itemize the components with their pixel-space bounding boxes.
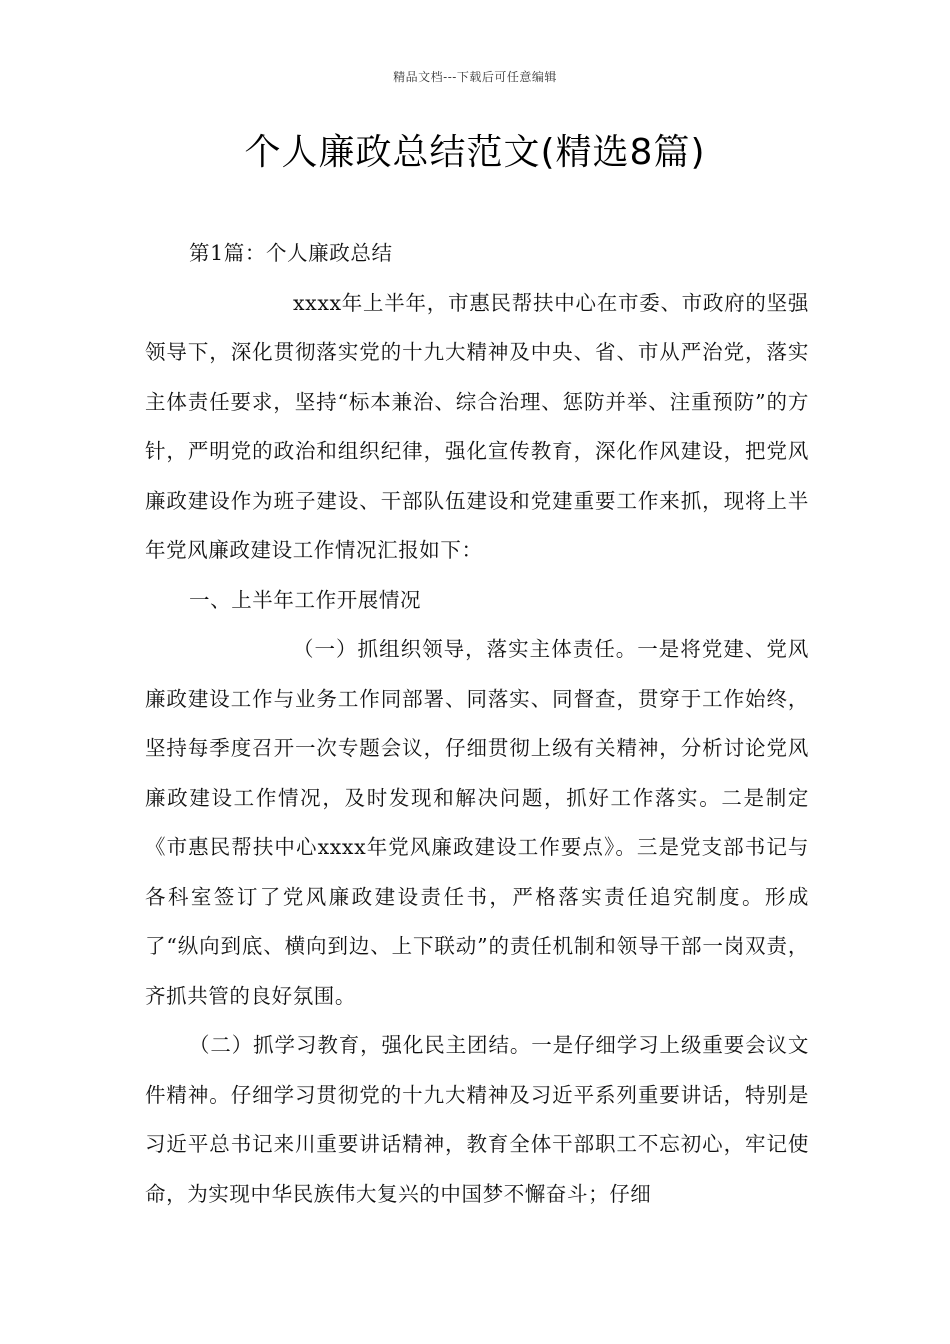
- paragraph-3: （二）抓学习教育，强化民主团结。一是仔细学习上级重要会议文件精神。仔细学习贯彻党的十九大精神及习近平系列重要讲话，特别是习近平总书记来川重要讲话精神，教育全体干部职工不忘初心，牢记使命，为实现中华民族伟大复兴的中国梦不懈奋斗；仔细: [145, 1033, 809, 1206]
- header-note: 精品文档---下载后可任意编辑: [393, 70, 557, 84]
- document-title: 个人廉政总结范文(精选8篇): [244, 132, 706, 173]
- section-heading: 第1篇：个人廉政总结: [189, 241, 393, 265]
- subheading-1: 一、上半年工作开展情况: [189, 587, 422, 612]
- paragraph-1: xxxx年上半年，市惠民帮扶中心在市委、市政府的坚强领导下，深化贯彻落实党的十九大精神及中央、省、市从严治党，落实主体责任要求，坚持“标本兼治、综合治理、惩防并举、注重预防”的方针，严明党的政治和组织纪律，强化宣传教育，深化作风建设，把党风廉政建设作为班子建设、干部队伍建设和党建重要工作来抓，现将上半年党风廉政建设工作情况汇报如下：: [145, 290, 809, 562]
- paragraph-2: （一）抓组织领导，落实主体责任。一是将党建、党风廉政建设工作与业务工作同部署、同落实、同督查，贯穿于工作始终，坚持每季度召开一次专题会议，仔细贯彻上级有关精神，分析讨论党风廉政建设工作情况，及时发现和解决问题，抓好工作落实。二是制定《市惠民帮扶中心xxxx年党风廉政建设工作要点》。三是党支部书记与各科室签订了党风廉政建设责任书，严格落实责任追究制度。形成了“纵向到底、横向到边、上下联动”的责任机制和领导干部一岗双责，齐抓共管的良好氛围。: [145, 637, 809, 1008]
- document-body: [145, 229, 809, 1219]
